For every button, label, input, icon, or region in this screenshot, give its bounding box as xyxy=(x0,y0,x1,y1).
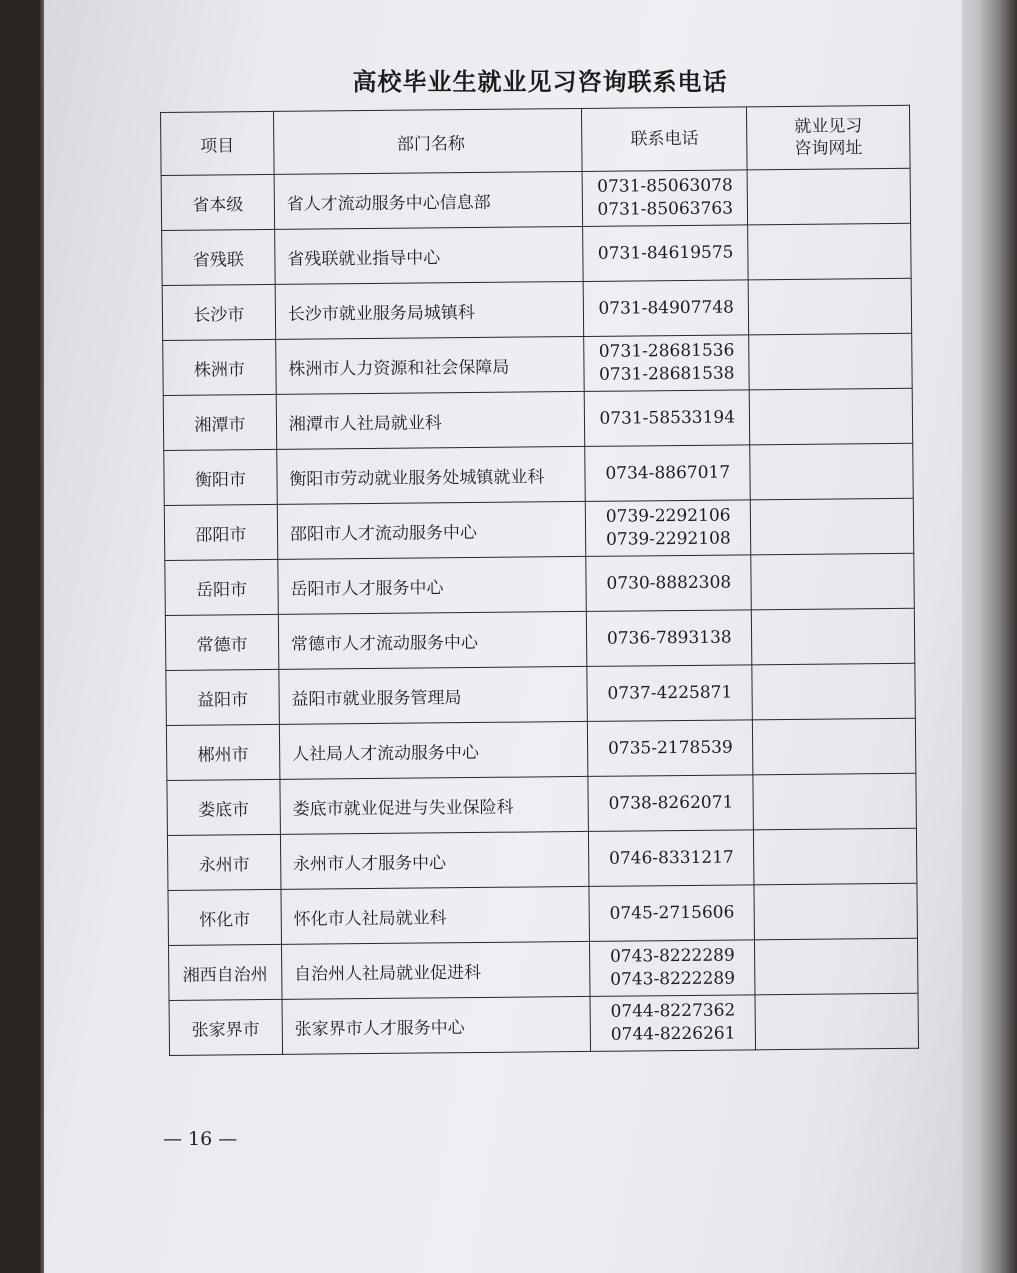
website-cell xyxy=(748,223,911,280)
phone-line: 0730-8882308 xyxy=(606,572,732,594)
department-cell: 邵阳市人才流动服务中心 xyxy=(277,501,586,559)
department-cell: 怀化市人社局就业科 xyxy=(281,886,590,944)
item-cell: 怀化市 xyxy=(168,889,281,945)
website-cell xyxy=(752,663,915,720)
item-cell: 省残联 xyxy=(162,229,275,285)
phone-line: 0731-58533194 xyxy=(599,406,736,429)
table-row xyxy=(165,553,914,615)
page-binding-edge xyxy=(962,0,1017,1273)
phone-line: 0737-4225871 xyxy=(607,682,733,704)
department-cell: 省人才流动服务中心信息部 xyxy=(274,171,583,229)
phone-line: 0739-2292108 xyxy=(605,528,731,550)
phone-cell xyxy=(588,775,753,832)
phone-line: 0735-2178539 xyxy=(607,737,733,759)
phone-cell xyxy=(585,445,750,502)
page-title: 高校毕业生就业见习咨询联系电话 xyxy=(352,67,728,96)
phone-cell xyxy=(587,610,752,667)
item-cell: 益阳市 xyxy=(166,669,279,725)
table-row xyxy=(167,828,916,890)
website-cell xyxy=(750,443,913,500)
website-cell xyxy=(754,828,917,885)
phone-cell xyxy=(586,500,751,557)
item-cell: 湘潭市 xyxy=(163,394,276,450)
item-cell: 衡阳市 xyxy=(164,449,277,505)
phone-cell xyxy=(586,555,751,612)
phone-cell xyxy=(584,335,749,392)
item-cell: 娄底市 xyxy=(167,779,280,835)
table-header-row xyxy=(161,105,911,175)
table-row xyxy=(169,993,918,1055)
item-cell: 岳阳市 xyxy=(165,559,278,615)
table-row xyxy=(166,718,915,780)
phone-line: 0734-8867017 xyxy=(605,462,731,484)
website-cell xyxy=(752,608,915,665)
department-cell: 长沙市就业服务局城镇科 xyxy=(275,281,584,339)
phone-line: 0744-8226261 xyxy=(610,1023,736,1045)
table-row xyxy=(166,663,915,725)
page-number: — 16 — xyxy=(163,1128,238,1150)
header-website xyxy=(747,105,910,170)
department-cell: 益阳市就业服务管理局 xyxy=(279,666,588,724)
item-cell: 邵阳市 xyxy=(164,504,277,560)
department-cell: 湘潭市人社局就业科 xyxy=(276,391,585,449)
phone-cell xyxy=(585,390,750,447)
table-row xyxy=(162,278,911,340)
department-cell: 永州市人才服务中心 xyxy=(280,831,589,889)
website-cell xyxy=(753,718,916,775)
table-row xyxy=(164,498,913,560)
phone-line: 0743-8222289 xyxy=(609,945,735,967)
item-cell: 省本级 xyxy=(161,174,274,230)
table-row xyxy=(163,333,912,395)
phone-cell xyxy=(587,665,752,722)
table-row xyxy=(168,883,917,945)
table-row xyxy=(161,168,910,230)
website-cell xyxy=(753,773,916,830)
table-row xyxy=(169,938,918,1000)
contacts-table xyxy=(160,105,919,1056)
phone-line: 0746-8331217 xyxy=(608,847,734,869)
website-cell xyxy=(751,553,914,610)
website-cell xyxy=(750,498,913,555)
website-cell xyxy=(747,168,910,225)
phone-cell xyxy=(583,225,748,282)
phone-cell xyxy=(588,720,753,777)
item-cell: 长沙市 xyxy=(162,284,275,340)
department-cell: 张家界市人才服务中心 xyxy=(282,996,591,1054)
phone-cell xyxy=(590,940,755,997)
table-row xyxy=(167,773,916,835)
phone-line: 0731-85063763 xyxy=(597,198,734,220)
phone-cell xyxy=(582,170,747,227)
phone-line: 0731-84907748 xyxy=(598,297,735,319)
department-cell: 自治州人社局就业促进科 xyxy=(281,941,590,999)
website-cell xyxy=(749,333,912,390)
header-item: 项目 xyxy=(161,111,274,175)
phone-line: 0731-28681536 xyxy=(598,340,735,362)
phone-cell xyxy=(590,995,755,1052)
item-cell: 株洲市 xyxy=(163,339,276,395)
department-cell: 株洲市人力资源和社会保障局 xyxy=(276,336,585,394)
phone-line: 0743-8222289 xyxy=(610,968,736,990)
table-row xyxy=(165,608,914,670)
department-cell: 人社局人才流动服务中心 xyxy=(279,721,588,779)
item-cell: 张家界市 xyxy=(169,999,282,1055)
website-cell xyxy=(755,938,918,995)
phone-line: 0739-2292106 xyxy=(605,505,731,527)
header-website-line1: 就业见习 xyxy=(794,116,863,137)
item-cell: 郴州市 xyxy=(166,724,279,780)
phone-line: 0731-85063078 xyxy=(597,175,733,197)
phone-line: 0745-2715606 xyxy=(609,902,735,924)
website-cell xyxy=(748,278,911,335)
website-cell xyxy=(749,388,912,445)
phone-line: 0731-84619575 xyxy=(597,242,734,264)
department-cell: 衡阳市劳动就业服务处城镇就业科 xyxy=(277,446,586,504)
header-department: 部门名称 xyxy=(273,108,582,174)
item-cell: 永州市 xyxy=(167,834,280,890)
website-cell xyxy=(755,993,918,1050)
department-cell: 娄底市就业促进与失业保险科 xyxy=(280,776,589,834)
item-cell: 湘西自治州 xyxy=(169,944,282,1000)
department-cell: 常德市人才流动服务中心 xyxy=(278,611,587,669)
phone-line: 0744-8227362 xyxy=(610,1000,736,1022)
table-row xyxy=(163,388,912,450)
phone-line: 0736-7893138 xyxy=(606,627,732,649)
table-row xyxy=(164,443,913,505)
phone-cell xyxy=(589,885,754,942)
table-row xyxy=(162,223,911,285)
phone-line: 0738-8262071 xyxy=(608,792,734,814)
phone-line: 0731-28681538 xyxy=(598,363,735,385)
website-cell xyxy=(754,883,917,940)
phone-cell xyxy=(583,280,748,337)
item-cell: 常德市 xyxy=(165,614,278,670)
phone-cell xyxy=(589,830,754,887)
header-website-line2: 咨询网址 xyxy=(794,138,863,159)
header-phone: 联系电话 xyxy=(582,107,747,172)
department-cell: 省残联就业指导中心 xyxy=(274,226,583,284)
department-cell: 岳阳市人才服务中心 xyxy=(278,556,587,614)
